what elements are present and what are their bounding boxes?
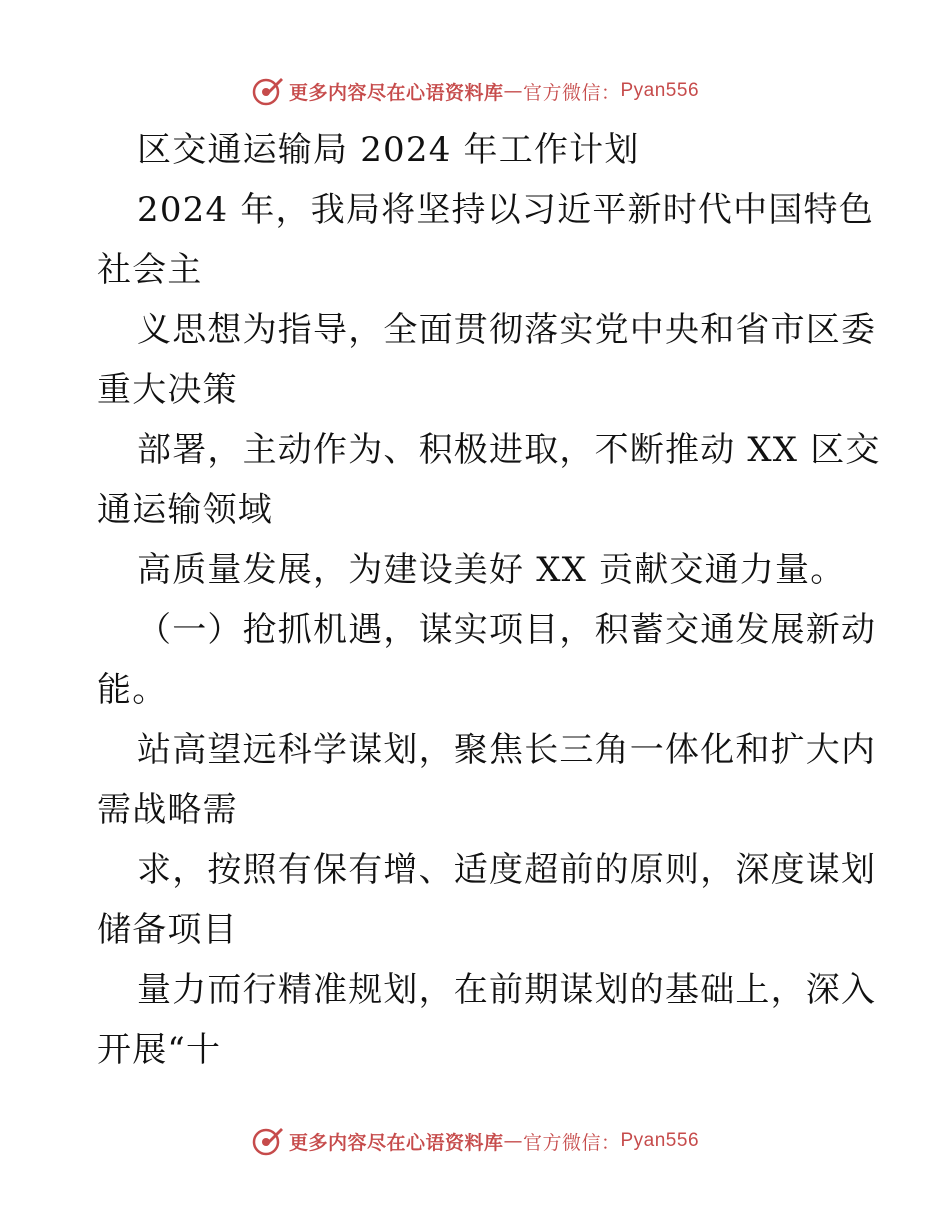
- paragraph-line: 2024 年，我局将坚持以习近平新时代中国特色: [137, 190, 874, 230]
- paragraph-line: 储备项目: [97, 910, 238, 950]
- paragraph-line: 站高望远科学谋划，聚焦长三角一体化和扩大内: [137, 730, 877, 770]
- pen-logo-icon: [251, 1124, 285, 1158]
- watermark-text: 更多内容尽在心语资料库: [288, 1131, 504, 1154]
- watermark-wechat-id: Pyan556: [620, 1130, 700, 1151]
- watermark-separator: —: [503, 80, 523, 102]
- paragraph-line: 需战略需: [97, 790, 238, 830]
- doc-title: 区交通运输局 2024 年工作计划: [137, 130, 640, 170]
- paragraph-line: 部署，主动作为、积极进取，不断推动 XX 区交: [137, 430, 881, 470]
- watermark-wechat-label: 官方微信：: [522, 1131, 621, 1154]
- section-heading: （一）抢抓机遇，谋实项目，积蓄交通发展新动: [137, 610, 877, 650]
- document-body: [97, 120, 881, 1080]
- paragraph-line: 开展“十: [97, 1030, 222, 1070]
- watermark-separator: —: [503, 1130, 523, 1152]
- paragraph-line: 义思想为指导，全面贯彻落实党中央和省市区委: [137, 310, 877, 350]
- paragraph-line: 社会主: [97, 250, 203, 290]
- watermark-text: 更多内容尽在心语资料库: [288, 81, 504, 104]
- paragraph-line: 量力而行精准规划，在前期谋划的基础上，深入: [137, 970, 877, 1010]
- pen-logo-icon: [251, 74, 285, 108]
- paragraph-line: 通运输领域: [97, 490, 273, 530]
- paragraph-line: 高质量发展，为建设美好 XX 贡献交通力量。: [137, 550, 846, 590]
- header-watermark: [0, 71, 950, 111]
- paragraph-line: 求，按照有保有增、适度超前的原则，深度谋划: [137, 850, 877, 890]
- watermark-wechat-label: 官方微信：: [522, 81, 621, 104]
- paragraph-line: 重大决策: [97, 370, 238, 410]
- watermark-wechat-id: Pyan556: [620, 80, 700, 101]
- footer-watermark: [0, 1121, 950, 1161]
- section-heading: 能。: [97, 670, 168, 710]
